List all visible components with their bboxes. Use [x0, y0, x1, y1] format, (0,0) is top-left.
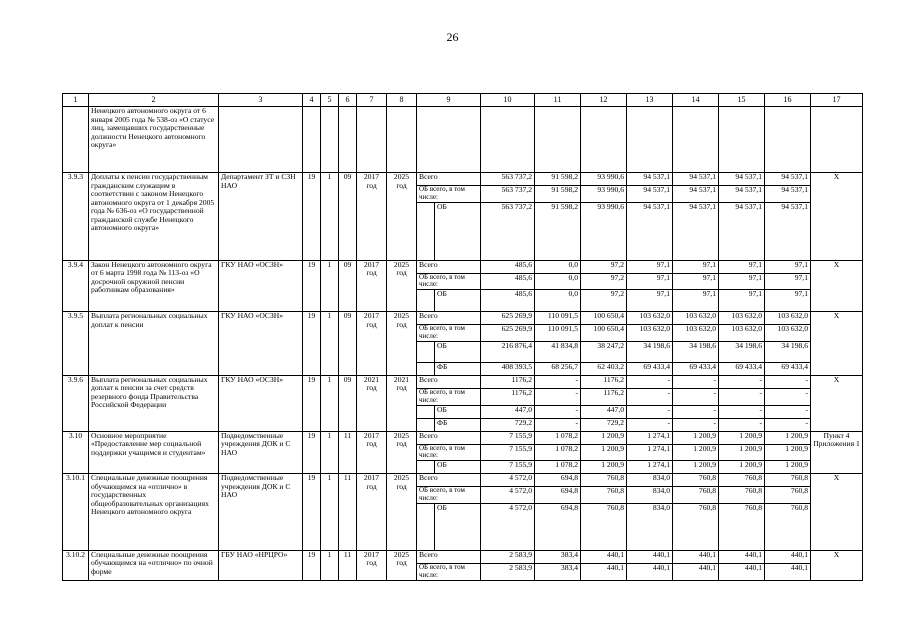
row-code: 3.9.6 — [63, 375, 89, 431]
value-cell: 0,0 — [535, 290, 581, 312]
row-note: Пункт 4 Приложения 1 — [811, 431, 863, 474]
value-cell: 94 537,1 — [765, 173, 811, 186]
value-cell: 2 583,9 — [481, 563, 535, 580]
value-cell: 97,1 — [673, 290, 719, 312]
value-cell: 440,1 — [581, 550, 627, 563]
row-code-gp: 19 — [303, 431, 321, 474]
row-code-om: 09 — [339, 173, 357, 261]
value-cell: - — [765, 418, 811, 431]
value-cell: 103 632,0 — [673, 325, 719, 342]
value-cell: - — [765, 388, 811, 405]
source-label: ОБ всего, в том числе: — [417, 273, 481, 290]
row-name: Закон Ненецкого автономного округа от 6 марта 1998 года № 113-оз «О досрочной окружной пенсии работникам образования» — [89, 260, 219, 312]
value-cell: 69 433,4 — [719, 362, 765, 375]
value-cell: 440,1 — [581, 563, 627, 580]
value-cell: - — [765, 375, 811, 388]
header-cell: 6 — [339, 94, 357, 107]
source-label: ОБ всего, в том числе: — [417, 563, 481, 580]
row-code: 3.10.1 — [63, 474, 89, 551]
value-cell: 760,8 — [673, 474, 719, 487]
value-cell: 97,1 — [765, 260, 811, 273]
row-code-gp: 19 — [303, 474, 321, 551]
source-indent — [417, 405, 435, 418]
value-cell: 62 403,2 — [581, 362, 627, 375]
row-note: X — [811, 550, 863, 580]
value-cell: 100 650,4 — [581, 325, 627, 342]
value-cell: 216 876,4 — [481, 341, 535, 362]
value-cell: 760,8 — [765, 503, 811, 550]
header-cell: 12 — [581, 94, 627, 107]
value-cell: 440,1 — [673, 550, 719, 563]
header-cell: 17 — [811, 94, 863, 107]
row-note: X — [811, 260, 863, 312]
row-executor: ГКУ НАО «ОСЗН» — [219, 375, 303, 431]
row-code: 3.9.5 — [63, 312, 89, 376]
source-label: ОБ — [435, 290, 481, 312]
row-start-year: 2017 год — [357, 312, 387, 376]
value-cell: 41 834,8 — [535, 341, 581, 362]
table-row — [63, 375, 863, 388]
program-table — [62, 93, 863, 581]
value-cell: 760,8 — [765, 487, 811, 504]
row-name: Специальные денежные поощрения обучающимся на «отлично» по очной форме — [89, 550, 219, 580]
value-cell: 91 598,2 — [535, 202, 581, 260]
source-label: ОБ всего, в том числе: — [417, 325, 481, 342]
value-cell: - — [535, 405, 581, 418]
value-cell: 69 433,4 — [673, 362, 719, 375]
header-cell: 14 — [673, 94, 719, 107]
value-cell: 97,2 — [581, 290, 627, 312]
value-cell: 447,0 — [481, 405, 535, 418]
value-cell: 447,0 — [581, 405, 627, 418]
value-cell: 94 537,1 — [765, 202, 811, 260]
value-cell: 97,1 — [627, 290, 673, 312]
value-cell: - — [673, 388, 719, 405]
row-note: X — [811, 375, 863, 431]
value-cell: 110 091,5 — [535, 312, 581, 325]
row-code-gp: 19 — [303, 550, 321, 580]
value-cell: 760,8 — [719, 487, 765, 504]
table-row — [63, 260, 863, 273]
value-cell: 94 537,1 — [719, 202, 765, 260]
row-start-year: 2017 год — [357, 550, 387, 580]
value-cell: 1 078,2 — [535, 461, 581, 474]
value-cell: - — [765, 405, 811, 418]
source-label: ФБ — [435, 418, 481, 431]
source-label: ОБ всего, в том числе: — [417, 487, 481, 504]
header-cell: 16 — [765, 94, 811, 107]
row-start-year: 2021 год — [357, 375, 387, 431]
value-cell: 110 091,5 — [535, 325, 581, 342]
source-label: ОБ — [435, 503, 481, 550]
source-label: ОБ — [435, 202, 481, 260]
value-cell: 4 572,0 — [481, 503, 535, 550]
table-row — [63, 474, 863, 487]
source-label: Всего — [417, 260, 481, 273]
row-code-gp: 19 — [303, 173, 321, 261]
source-indent — [417, 202, 435, 260]
value-cell: 694,8 — [535, 474, 581, 487]
row-start-year: 2017 год — [357, 474, 387, 551]
value-cell: - — [535, 375, 581, 388]
value-cell: 34 198,6 — [627, 341, 673, 362]
table-row — [63, 312, 863, 325]
value-cell: 694,8 — [535, 503, 581, 550]
source-label: ОБ всего, в том числе: — [417, 186, 481, 203]
header-cell: 5 — [321, 94, 339, 107]
value-cell: 1 274,1 — [627, 431, 673, 444]
row-code-om: 09 — [339, 375, 357, 431]
value-cell: 383,4 — [535, 550, 581, 563]
row-end-year: 2025 год — [387, 260, 417, 312]
value-cell: 625 269,9 — [481, 312, 535, 325]
value-cell: 4 572,0 — [481, 487, 535, 504]
value-cell: - — [673, 405, 719, 418]
value-cell: 1176,2 — [481, 375, 535, 388]
value-cell: 97,1 — [765, 273, 811, 290]
value-cell: 97,1 — [719, 290, 765, 312]
row-name: Специальные денежные поощрения обучающимся на «отлично» в государственных общеобразовательных организациях Ненецкого автономного округа — [89, 474, 219, 551]
value-cell: 440,1 — [765, 550, 811, 563]
value-cell: 69 433,4 — [627, 362, 673, 375]
row-end-year: 2025 год — [387, 312, 417, 376]
value-cell: - — [719, 405, 765, 418]
source-indent — [417, 290, 435, 312]
table-row — [63, 173, 863, 186]
value-cell: 94 537,1 — [719, 186, 765, 203]
value-cell: 4 572,0 — [481, 474, 535, 487]
row-code: 3.10 — [63, 431, 89, 474]
value-cell: 760,8 — [581, 487, 627, 504]
source-label: ОБ — [435, 341, 481, 362]
row-end-year: 2021 год — [387, 375, 417, 431]
row-code-pp: 1 — [321, 312, 339, 376]
source-label: ОБ всего, в том числе: — [417, 444, 481, 461]
value-cell: 94 537,1 — [627, 202, 673, 260]
source-indent — [417, 341, 435, 362]
value-cell: 34 198,6 — [719, 341, 765, 362]
row-end-year: 2025 год — [387, 474, 417, 551]
value-cell: 408 393,5 — [481, 362, 535, 375]
value-cell: 1 200,9 — [765, 461, 811, 474]
value-cell: 440,1 — [719, 563, 765, 580]
source-label: Всего — [417, 550, 481, 563]
header-cell: 8 — [387, 94, 417, 107]
value-cell: 91 598,2 — [535, 173, 581, 186]
value-cell: 1176,2 — [581, 375, 627, 388]
value-cell: 440,1 — [765, 563, 811, 580]
header-cell: 10 — [481, 94, 535, 107]
header-cell: 1 — [63, 94, 89, 107]
value-cell: - — [719, 418, 765, 431]
value-cell: 94 537,1 — [765, 186, 811, 203]
row-note: X — [811, 173, 863, 261]
value-cell: 1176,2 — [581, 388, 627, 405]
value-cell: 694,8 — [535, 487, 581, 504]
row-code-om: 11 — [339, 550, 357, 580]
value-cell: 0,0 — [535, 260, 581, 273]
row-executor: Департамент ЗТ и СЗН НАО — [219, 173, 303, 261]
value-cell: 1 200,9 — [765, 444, 811, 461]
value-cell: 440,1 — [673, 563, 719, 580]
value-cell: 97,1 — [719, 273, 765, 290]
value-cell: 760,8 — [719, 474, 765, 487]
row-code-gp: 19 — [303, 375, 321, 431]
value-cell: 97,1 — [673, 273, 719, 290]
value-cell: 94 537,1 — [673, 186, 719, 203]
value-cell: - — [719, 375, 765, 388]
value-cell: 91 598,2 — [535, 186, 581, 203]
row-code-pp: 1 — [321, 550, 339, 580]
value-cell: - — [627, 405, 673, 418]
value-cell: 1 200,9 — [673, 444, 719, 461]
value-cell: 103 632,0 — [765, 312, 811, 325]
value-cell: 563 737,2 — [481, 173, 535, 186]
row-code: 3.9.3 — [63, 173, 89, 261]
value-cell: 97,1 — [719, 260, 765, 273]
value-cell: - — [673, 418, 719, 431]
value-cell: 94 537,1 — [719, 173, 765, 186]
value-cell: - — [627, 418, 673, 431]
value-cell: 103 632,0 — [673, 312, 719, 325]
header-cell: 9 — [417, 94, 481, 107]
source-label: Всего — [417, 312, 481, 325]
value-cell: 485,6 — [481, 290, 535, 312]
continuation-text: Ненецкого автономного округа от 6 января 2005 года № 538-оз «О статусе лиц, замещавших государственные должности Ненецкого автономного округа» — [89, 107, 219, 173]
row-name: Основное мероприятие «Предоставление мер социальной поддержки учащимся и студентам» — [89, 431, 219, 474]
source-indent — [417, 461, 435, 474]
source-indent — [417, 503, 435, 550]
column-number-row — [63, 94, 863, 107]
header-cell: 15 — [719, 94, 765, 107]
value-cell: 1 200,9 — [581, 461, 627, 474]
value-cell: 1 078,2 — [535, 444, 581, 461]
row-end-year: 2025 год — [387, 173, 417, 261]
value-cell: 485,6 — [481, 273, 535, 290]
value-cell: 103 632,0 — [627, 312, 673, 325]
continuation-row — [63, 107, 863, 173]
value-cell: 1 078,2 — [535, 431, 581, 444]
value-cell: 1 274,1 — [627, 444, 673, 461]
value-cell: 1 274,1 — [627, 461, 673, 474]
row-executor: Подведомственные учреждения ДОК и С НАО — [219, 431, 303, 474]
source-label: Всего — [417, 431, 481, 444]
page-number: 26 — [446, 30, 459, 44]
row-code-pp: 1 — [321, 431, 339, 474]
source-label: ОБ — [435, 461, 481, 474]
value-cell: 94 537,1 — [673, 173, 719, 186]
source-label: ОБ — [435, 405, 481, 418]
row-executor: ГКУ НАО «ОСЗН» — [219, 312, 303, 376]
value-cell: - — [627, 388, 673, 405]
value-cell: 93 990,6 — [581, 202, 627, 260]
row-code-om: 09 — [339, 312, 357, 376]
value-cell: 440,1 — [627, 550, 673, 563]
value-cell: 97,1 — [627, 273, 673, 290]
value-cell: 1 200,9 — [673, 431, 719, 444]
value-cell: 1 200,9 — [581, 431, 627, 444]
header-cell: 2 — [89, 94, 219, 107]
source-label: Всего — [417, 375, 481, 388]
value-cell: 97,2 — [581, 273, 627, 290]
row-code-pp: 1 — [321, 474, 339, 551]
value-cell: 93 990,6 — [581, 186, 627, 203]
row-end-year: 2025 год — [387, 431, 417, 474]
value-cell: 729,2 — [581, 418, 627, 431]
row-code-gp: 19 — [303, 260, 321, 312]
row-code-pp: 1 — [321, 375, 339, 431]
value-cell: 834,0 — [627, 487, 673, 504]
row-start-year: 2017 год — [357, 431, 387, 474]
row-code-om: 09 — [339, 260, 357, 312]
value-cell: 1 200,9 — [581, 444, 627, 461]
value-cell: 760,8 — [581, 474, 627, 487]
value-cell: 834,0 — [627, 474, 673, 487]
source-label: Всего — [417, 474, 481, 487]
value-cell: 7 155,9 — [481, 461, 535, 474]
value-cell: 1 200,9 — [719, 431, 765, 444]
value-cell: - — [627, 375, 673, 388]
row-code: 3.9.4 — [63, 260, 89, 312]
row-code-om: 11 — [339, 474, 357, 551]
row-start-year: 2017 год — [357, 260, 387, 312]
table-row — [63, 431, 863, 444]
value-cell: 103 632,0 — [719, 312, 765, 325]
header-cell: 13 — [627, 94, 673, 107]
value-cell: 440,1 — [719, 550, 765, 563]
value-cell: 2 583,9 — [481, 550, 535, 563]
row-code-gp: 19 — [303, 312, 321, 376]
source-indent — [417, 362, 435, 375]
row-start-year: 2017 год — [357, 173, 387, 261]
row-end-year: 2025 год — [387, 550, 417, 580]
value-cell: 97,1 — [627, 260, 673, 273]
value-cell: 1176,2 — [481, 388, 535, 405]
value-cell: 383,4 — [535, 563, 581, 580]
value-cell: 103 632,0 — [719, 325, 765, 342]
value-cell: 0,0 — [535, 273, 581, 290]
value-cell: 34 198,6 — [765, 341, 811, 362]
value-cell: 100 650,4 — [581, 312, 627, 325]
header-cell: 4 — [303, 94, 321, 107]
value-cell: 1 200,9 — [673, 461, 719, 474]
value-cell: 97,1 — [765, 290, 811, 312]
row-executor: ГБУ НАО «НРЦРО» — [219, 550, 303, 580]
value-cell: 103 632,0 — [627, 325, 673, 342]
value-cell: 760,8 — [719, 503, 765, 550]
row-note: X — [811, 312, 863, 376]
row-code: 3.10.2 — [63, 550, 89, 580]
row-name: Выплата региональных социальных доплат к пенсии за счет средств резервного фонда Правительства Российской Федерации — [89, 375, 219, 431]
value-cell: 69 433,4 — [765, 362, 811, 375]
row-executor: Подведомственные учреждения ДОК и С НАО — [219, 474, 303, 551]
value-cell: 1 200,9 — [765, 431, 811, 444]
table-row — [63, 550, 863, 563]
value-cell: 760,8 — [673, 487, 719, 504]
value-cell: 760,8 — [765, 474, 811, 487]
value-cell: 94 537,1 — [627, 186, 673, 203]
value-cell: 68 256,7 — [535, 362, 581, 375]
header-cell: 7 — [357, 94, 387, 107]
value-cell: 7 155,9 — [481, 431, 535, 444]
value-cell: 834,0 — [627, 503, 673, 550]
value-cell: - — [535, 388, 581, 405]
value-cell: 93 990,6 — [581, 173, 627, 186]
value-cell: 625 269,9 — [481, 325, 535, 342]
value-cell: 97,2 — [581, 260, 627, 273]
value-cell: 563 737,2 — [481, 186, 535, 203]
row-name: Доплаты к пенсии государственным гражданским служащим в соответствии с законом Ненецкого автономного округа от 1 декабря 2005 года № 636-оз «О государственной гражданской службе Ненецкого автономного округа» — [89, 173, 219, 261]
row-code-pp: 1 — [321, 260, 339, 312]
row-executor: ГКУ НАО «ОСЗН» — [219, 260, 303, 312]
value-cell: - — [719, 388, 765, 405]
row-code-pp: 1 — [321, 173, 339, 261]
source-label: ОБ всего, в том числе: — [417, 388, 481, 405]
header-cell: 11 — [535, 94, 581, 107]
header-cell: 3 — [219, 94, 303, 107]
value-cell: 94 537,1 — [673, 202, 719, 260]
value-cell: 1 200,9 — [719, 461, 765, 474]
source-label: ФБ — [435, 362, 481, 375]
value-cell: 440,1 — [627, 563, 673, 580]
value-cell: 729,2 — [481, 418, 535, 431]
value-cell: - — [673, 375, 719, 388]
row-name: Выплата региональных социальных доплат к пенсии — [89, 312, 219, 376]
value-cell: 485,6 — [481, 260, 535, 273]
value-cell: 94 537,1 — [627, 173, 673, 186]
value-cell: 1 200,9 — [719, 444, 765, 461]
value-cell: 38 247,2 — [581, 341, 627, 362]
row-note: X — [811, 474, 863, 551]
value-cell: 760,8 — [581, 503, 627, 550]
value-cell: 34 198,6 — [673, 341, 719, 362]
source-label: Всего — [417, 173, 481, 186]
value-cell: 103 632,0 — [765, 325, 811, 342]
value-cell: 760,8 — [673, 503, 719, 550]
source-indent — [417, 418, 435, 431]
value-cell: 7 155,9 — [481, 444, 535, 461]
row-code-om: 11 — [339, 431, 357, 474]
value-cell: - — [535, 418, 581, 431]
value-cell: 563 737,2 — [481, 202, 535, 260]
value-cell: 97,1 — [673, 260, 719, 273]
